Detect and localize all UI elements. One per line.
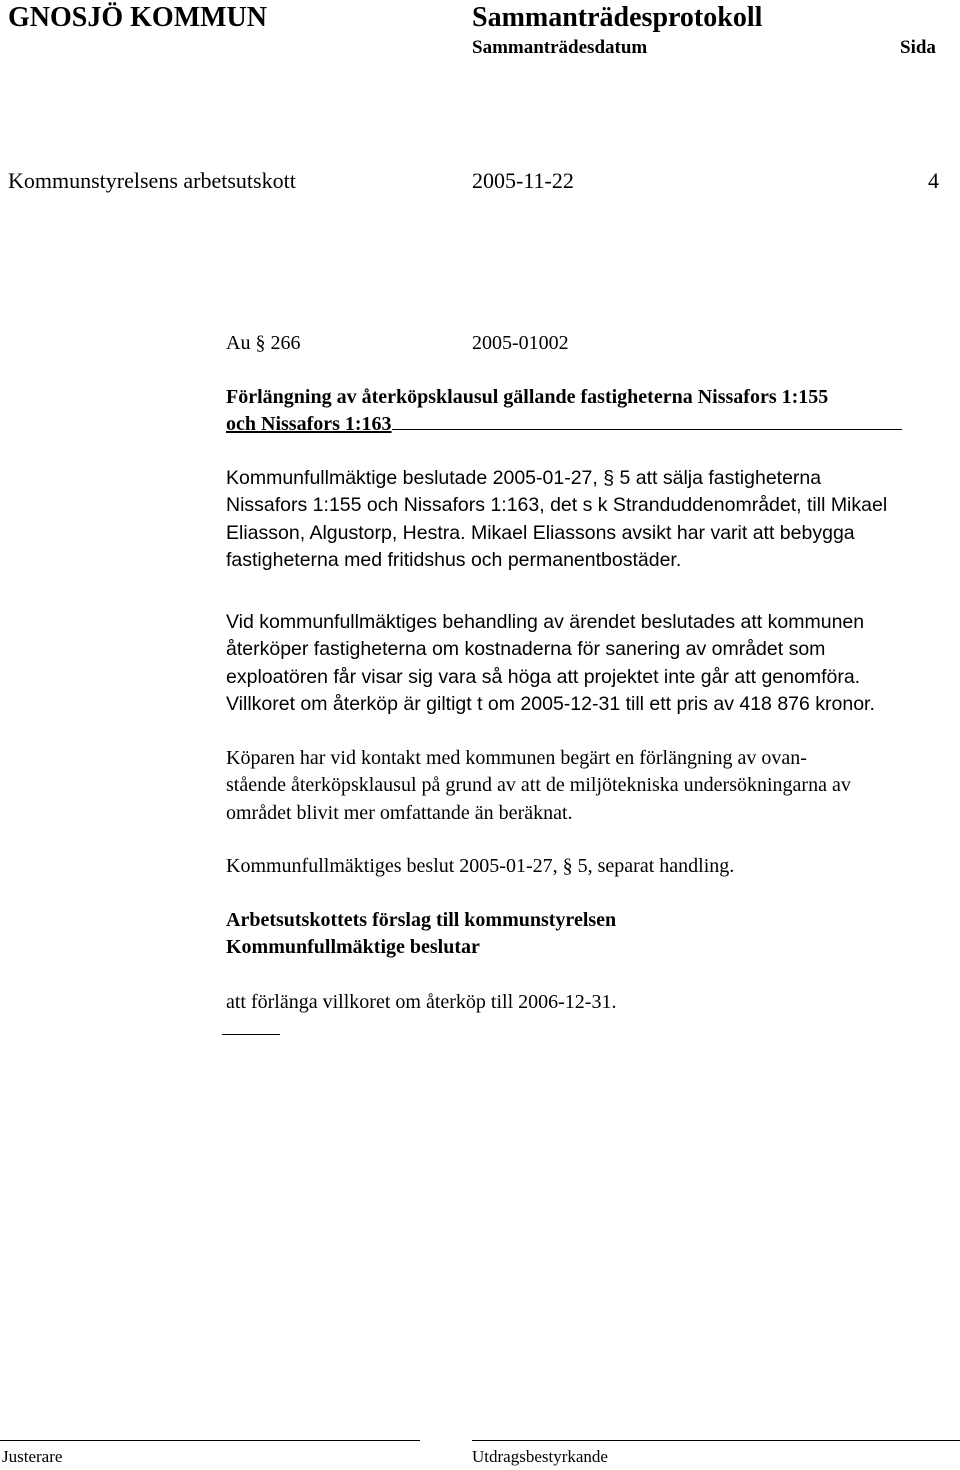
paragraph-line: Nissafors 1:155 och Nissafors 1:163, det s k Stranduddenområdet, till Mikael [226, 494, 888, 516]
closing-rule [222, 1034, 280, 1035]
page-label: Sida [900, 37, 936, 58]
case-title [226, 384, 956, 439]
paragraph-line: Eliasson, Algustorp, Hestra. Mikael Eliassons avsikt har varit att bebygga [226, 521, 855, 544]
request-paragraph [226, 745, 956, 828]
paragraph-line: Kommunfullmäktige beslutade 2005-01-27, § 5 att sälja fastigheterna [226, 466, 822, 489]
case-content [226, 330, 956, 1035]
paragraph-line: stående återköpsklausul på grund av att de miljötekniska undersökningarna av [226, 774, 851, 796]
proposal-heading: Arbetsutskottets förslag till kommunstyrelsen [226, 908, 617, 931]
background-paragraph [226, 465, 956, 575]
paragraph-line: fastigheterna med fritidshus och permanentbostäder. [226, 549, 682, 571]
page-number: 4 [928, 168, 939, 193]
file-number: 2005-01002 [472, 332, 569, 354]
case-title-line-2: och Nissafors 1:163 [226, 413, 392, 435]
paragraph-line: Villkoret om återköp är giltigt t om 2005-12-31 till ett pris av 418 876 kronor. [226, 693, 875, 715]
adjuster-label: Justerare [2, 1447, 63, 1466]
meeting-body: Kommunstyrelsens arbetsutskott [8, 168, 296, 193]
decision-text: att förlänga villkoret om återköp till 2006-12-31. [226, 990, 617, 1013]
condition-paragraph [226, 609, 956, 719]
meeting-date: 2005-11-22 [472, 168, 574, 193]
paragraph-line: Vid kommunfullmäktiges behandling av ärendet beslutades att kommunen [226, 610, 865, 633]
document-type: Sammanträdesprotokoll [472, 2, 763, 33]
reference-line: Kommunfullmäktiges beslut 2005-01-27, § 5, separat handling. [226, 855, 735, 877]
title-underline-rule [392, 411, 902, 430]
extract-certifier-label: Utdragsbestyrkande [472, 1447, 608, 1466]
organization-name: GNOSJÖ KOMMUN [8, 2, 267, 33]
case-reference [226, 330, 956, 358]
case-title-line-1: Förlängning av återköpsklausul gällande fastigheterna Nissafors 1:155 [226, 385, 829, 408]
paragraph-line: återköper fastigheterna om kostnaderna för sanering av området som [226, 638, 826, 660]
paragraph-line: exploatören får visar sig vara så höga att projektet inte går att genomföra. [226, 665, 861, 688]
meeting-date-label: Sammanträdesdatum [472, 37, 648, 58]
decision-heading: Kommunfullmäktige beslutar [226, 936, 480, 958]
paragraph-reference: Au § 266 [226, 332, 301, 354]
paragraph-line: området blivit mer omfattande än beräknat. [226, 801, 573, 824]
footer-rule-left [0, 1440, 420, 1441]
paragraph-line: Köparen har vid kontakt med kommunen begärt en förlängning av ovan- [226, 746, 807, 769]
footer-rule-right [472, 1440, 960, 1441]
proposal-headings [226, 907, 956, 962]
